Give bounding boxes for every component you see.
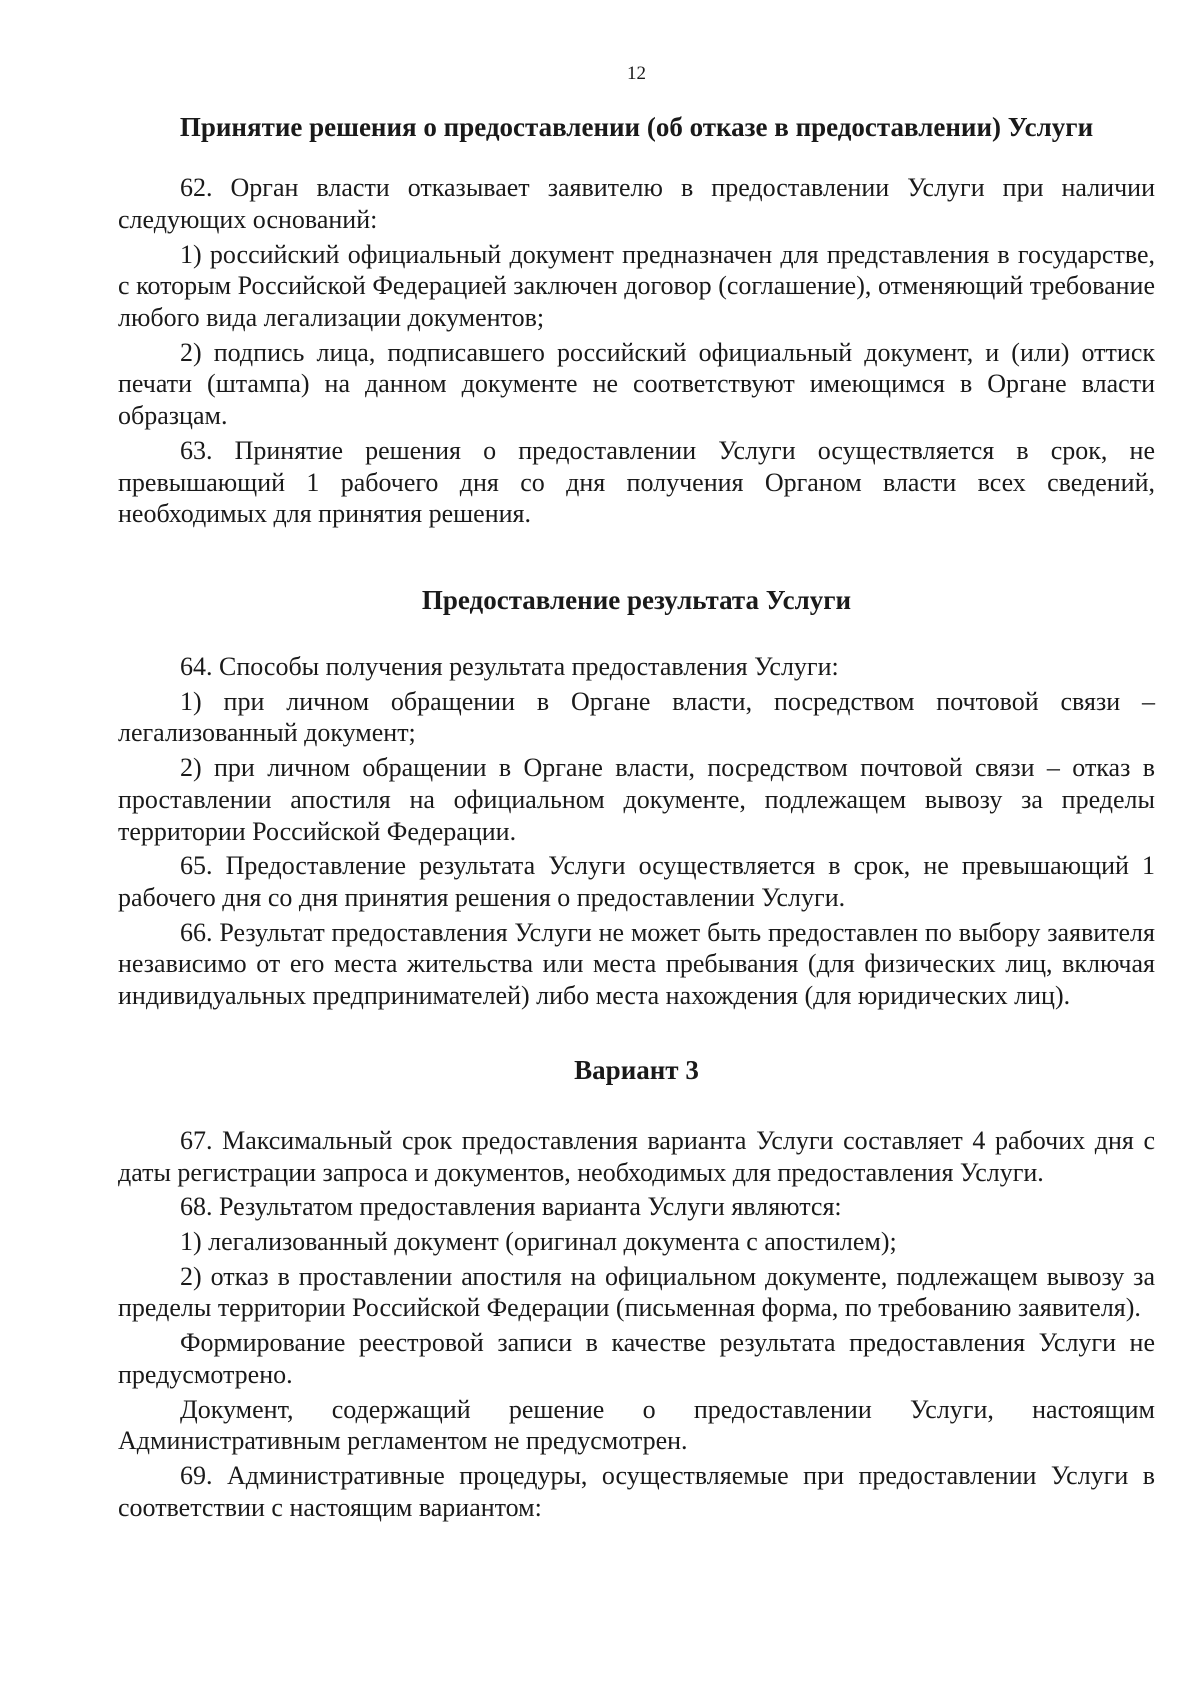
section-heading-result: Предоставление результата Услуги [421,585,852,616]
section-heading-variant-3: Вариант 3 [574,1054,699,1085]
page-content [118,62,1155,1526]
paragraph-64-item-2: 2) при личном обращении в Органе власти, посредством почтовой связи – отказ в проставлении апостиля на официальном документе, подлежащем вывозу за пределы территории Российской Федерации. [118,753,1155,846]
paragraph-62-item-2: 2) подпись лица, подписавшего российский официальный документ, и (или) оттиск печати (штампа) на данном документе не соответствуют имеющимся в Органе власти образцам. [118,337,1155,431]
paragraph-68-item-1: 1) легализованный документ (оригинал документа с апостилем); [180,1226,897,1256]
page-number: 12 [627,63,646,84]
paragraph-decision-document-note: Документ, содержащий решение о предоставлении Услуги, настоящим Административным регламентом не предусмотрен. [118,1394,1155,1456]
paragraph-67: 67. Максимальный срок предоставления варианта Услуги составляет 4 рабочих дня с даты регистрации запроса и документов, необходимых для предоставления Услуги. [118,1125,1155,1187]
paragraph-69: 69. Административные процедуры, осуществляемые при предоставлении Услуги в соответствии с настоящим вариантом: [118,1460,1155,1522]
paragraph-65: 65. Предоставление результата Услуги осуществляется в срок, не превышающий 1 рабочего дня со дня принятия решения о предоставлении Услуги. [118,851,1155,912]
paragraph-62-item-1: 1) российский официальный документ предназначен для представления в государстве, с которым Российской Федерацией заключен договор (соглашение), отменяющий требование любого вида легализации документов; [118,239,1155,332]
paragraph-registry-note: Формирование реестровой записи в качестве результата предоставления Услуги не предусмотрено. [118,1328,1155,1389]
paragraph-68-item-2: 2) отказ в проставлении апостиля на официальном документе, подлежащем вывозу за пределы территории Российской Федерации (письменная форма, по требованию заявителя). [118,1261,1155,1323]
paragraph-64-item-1: 1) при личном обращении в Органе власти, посредством почтовой связи – легализованный документ; [118,686,1155,748]
section-heading-decision: Принятие решения о предоставлении (об отказе в предоставлении) Услуги [179,112,1094,143]
paragraph-64: 64. Способы получения результата предоставления Услуги: [180,651,839,681]
paragraph-63: 63. Принятие решения о предоставлении Услуги осуществляется в срок, не превышающий 1 рабочего дня со дня получения Органом власти всех сведений, необходимых для принятия решения. [118,435,1155,529]
paragraph-68: 68. Результатом предоставления варианта Услуги являются: [180,1192,842,1222]
paragraph-66: 66. Результат предоставления Услуги не может быть предоставлен по выбору заявителя независимо от его места жительства или места пребывания (для физических лиц, включая индивидуальных предпринимателей) либо места нахождения (для юридических лиц). [118,917,1155,1011]
paragraph-62: 62. Орган власти отказывает заявителю в предоставлении Услуги при наличии следующих оснований: [118,173,1155,234]
